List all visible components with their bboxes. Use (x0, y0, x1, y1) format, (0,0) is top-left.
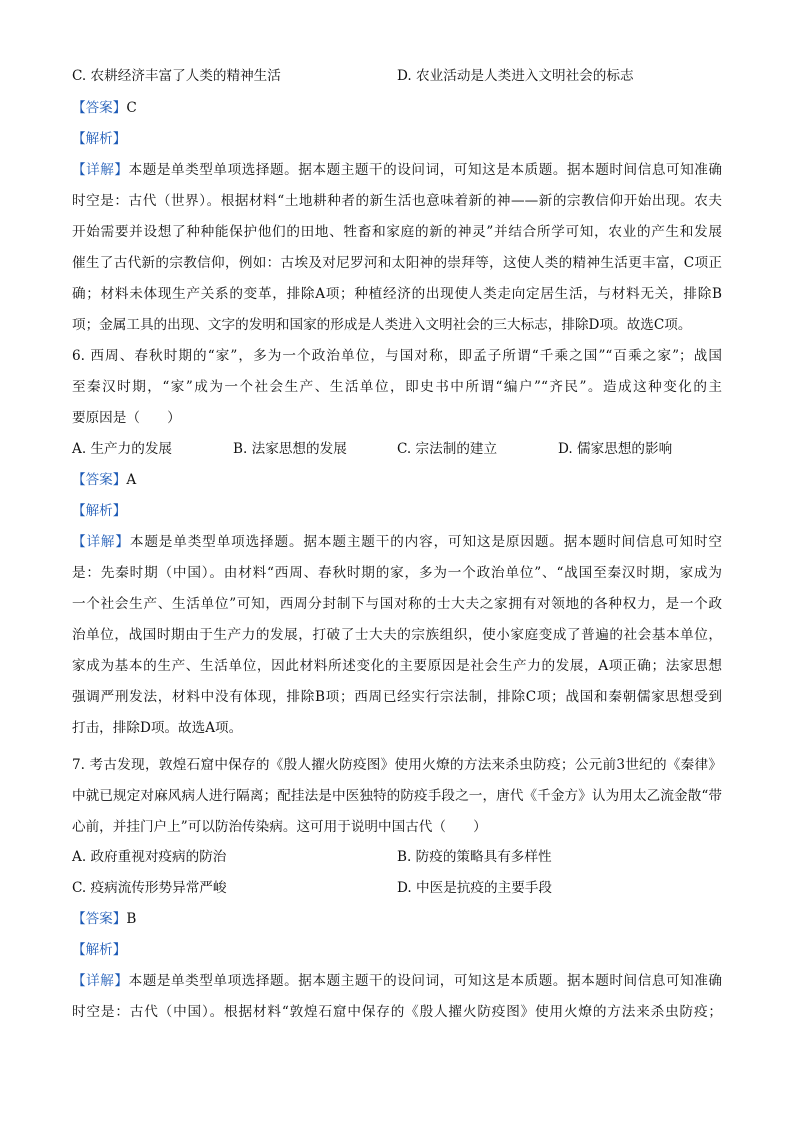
prev-detail-line-2: 时空是：古代（世界）。根据材料“土地耕种者的新生活也意味着新的神——新的宗教信仰开始出现。农夫 (72, 193, 722, 209)
prev-answer (72, 100, 722, 116)
q7-option-d: D. 中医是抗疫的主要手段 (397, 880, 552, 896)
prev-option-c: C. 农耕经济丰富了人类的精神生活 (72, 68, 281, 84)
q7-stem-line-1: 7. 考古发现，敦煌石窟中保存的《殷人擢火防疫图》使用火燎的方法来杀虫防疫；公元前3世纪的《秦律》 (72, 757, 722, 773)
q6-stem-line-1: 6. 西周、春秋时期的“家”，多为一个政治单位，与国对称，即孟子所谓“千乘之国”“百乘之家”；战国 (72, 348, 722, 364)
answer-value: A (126, 472, 137, 488)
q6-option-c: C. 宗法制的建立 (397, 441, 498, 457)
prev-detail-line-3: 开始需要并设想了种种能保护他们的田地、牲畜和家庭的新的神灵”并结合所学可知，农业的产生和发展 (72, 224, 722, 240)
prev-analysis-label: 【解析】 (72, 131, 127, 147)
q6-stem-line-2: 至秦汉时期，“家”成为一个社会生产、生活单位，即史书中所谓“编户”“齐民”。造成这种变化的主 (72, 379, 722, 395)
q6-detail-line-4: 治单位，战国时期由于生产力的发展，打破了士大夫的宗族组织，使小家庭变成了普遍的社会基本单位， (72, 627, 722, 643)
prev-detail-line-5: 确；材料未体现生产关系的变革，排除A项；种植经济的出现使人类走向定居生活，与材料无关，排除B (72, 286, 722, 302)
q6-option-d: D. 儒家思想的影响 (558, 441, 673, 457)
detail-label: 【详解】 (72, 973, 129, 989)
q7-detail-line-2: 时空是：古代（中国）。根据材料“敦煌石窟中保存的《殷人擢火防疫图》使用火燎的方法来杀虫防疫； (72, 1004, 722, 1020)
detail-label: 【详解】 (72, 534, 130, 550)
q6-option-a: A. 生产力的发展 (72, 441, 173, 457)
answer-label: 【答案】 (72, 100, 127, 116)
q7-stem-line-2: 中就已规定对麻风病人进行隔离；配挂法是中医独特的防疫手段之一，唐代《千金方》认为用太乙流金散“带 (72, 788, 722, 804)
answer-label: 【答案】 (72, 911, 127, 927)
q6-detail-line-6: 强调严刑发法，材料中没有体现，排除B项；西周已经实行宗法制，排除C项；战国和秦朝儒家思想受到 (72, 689, 722, 705)
q7-option-a: A. 政府重视对疫病的防治 (72, 849, 227, 865)
q7-option-b: B. 防疫的策略具有多样性 (397, 849, 552, 865)
prev-detail-line-6: 项；金属工具的出现、文字的发明和国家的形成是人类进入文明社会的三大标志，排除D项。故选C项。 (72, 317, 692, 333)
answer-value: C (126, 100, 137, 116)
q7-stem-line-3: 心前，并挂门户上”可以防治传染病。这可用于说明中国古代（ ） (72, 819, 487, 835)
q6-detail-line-5: 家成为基本的生产、生活单位，因此材料所述变化的主要原因是社会生产力的发展，A项正确；法家思想 (72, 658, 722, 674)
q6-detail-line-2: 是：先秦时期（中国）。由材料“西周、春秋时期的家，多为一个政治单位”、“战国至秦汉时期，家成为 (72, 565, 722, 581)
prev-detail-line-4: 催生了古代新的宗教信仰，例如：古埃及对尼罗河和太阳神的崇拜等，这使人类的精神生活更丰富，C项正 (72, 255, 722, 271)
answer-value: B (126, 911, 137, 927)
q7-detail-line-1: 【详解】本题是单类型单项选择题。据本题主题干的设问词，可知这是本质题。据本题时间信息可知准确 (72, 973, 723, 989)
q6-detail-line-1: 【详解】本题是单类型单项选择题。据本题主题干的内容，可知这是原因题。据本题时间信息可知时空 (72, 534, 723, 550)
q6-stem-line-3: 要原因是（ ） (72, 410, 181, 426)
answer-label: 【答案】 (72, 472, 127, 488)
q6-detail-line-7: 打击，排除D项。故选A项。 (72, 720, 243, 736)
q7-option-c: C. 疫病流传形势异常严峻 (72, 880, 227, 896)
q6-option-b: B. 法家思想的发展 (233, 441, 347, 457)
q6-detail-line-3: 一个社会生产、生活单位”可知，西周分封制下与国对称的士大夫之家拥有对领地的各种权力，是一个政 (72, 596, 722, 612)
prev-detail-line-1: 【详解】本题是单类型单项选择题。据本题主题干的设问词，可知这是本质题。据本题时间信息可知准确 (72, 162, 723, 178)
q6-analysis-label: 【解析】 (72, 503, 127, 519)
detail-label: 【详解】 (72, 162, 129, 178)
q7-analysis-label: 【解析】 (72, 942, 127, 958)
prev-option-d: D. 农业活动是人类进入文明社会的标志 (397, 68, 634, 84)
q6-answer (72, 472, 722, 488)
q7-answer (72, 911, 722, 927)
